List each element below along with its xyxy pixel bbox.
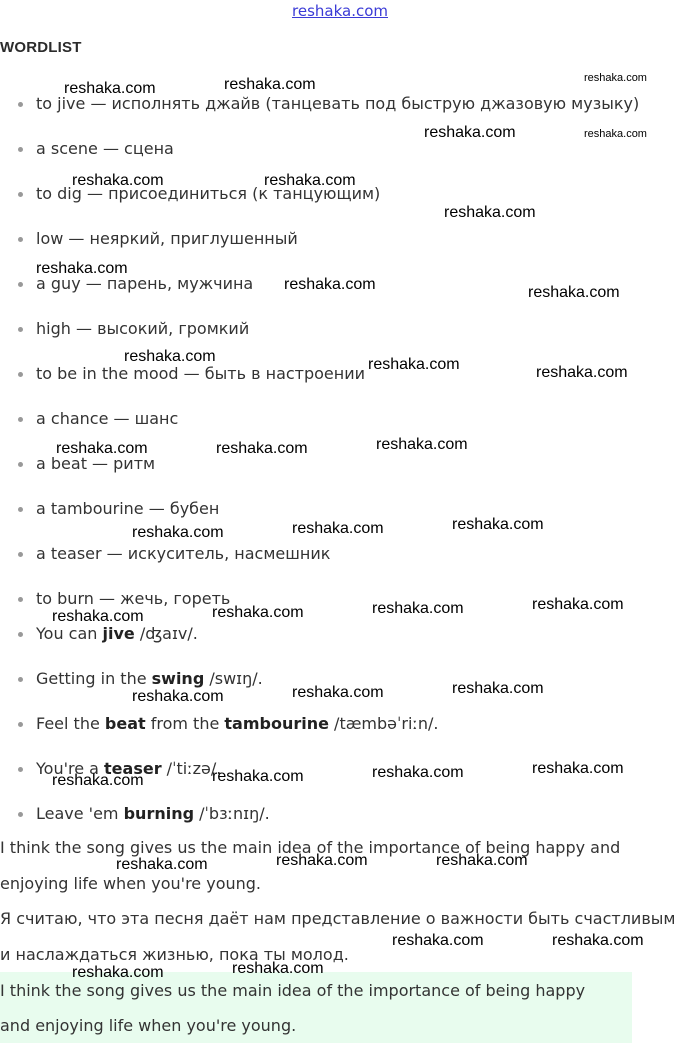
lyric-keyword: teaser (104, 759, 162, 778)
watermark: reshaka.com (424, 124, 516, 141)
vocab-meaning: парень, мужчина (106, 274, 254, 293)
vocab-item (36, 274, 253, 294)
watermark: reshaka.com (584, 72, 647, 84)
vocab-meaning: исполнять джайв (танцевать под быструю джазовую музыку) (111, 94, 640, 113)
lyric-text: You can (36, 624, 103, 643)
lyric-line (36, 714, 438, 734)
vocab-item (36, 544, 330, 564)
watermark: reshaka.com (532, 760, 624, 777)
lyric-line (36, 804, 270, 824)
watermark: reshaka.com (444, 204, 536, 221)
vocab-dash: — (97, 139, 125, 158)
vocab-dash: — (93, 589, 121, 608)
watermark: reshaka.com (52, 772, 144, 789)
vocab-meaning: сцена (124, 139, 174, 158)
lyric-text: Feel the (36, 714, 105, 733)
watermark: reshaka.com (224, 76, 316, 93)
lyric-line (36, 759, 221, 779)
lyric-text: Leave 'em (36, 804, 124, 823)
watermark: reshaka.com (536, 364, 628, 381)
watermark: reshaka.com (132, 688, 224, 705)
vocab-item (36, 94, 639, 114)
lyric-keyword: jive (102, 624, 135, 643)
watermark: reshaka.com (232, 960, 324, 977)
watermark: reshaka.com (372, 600, 464, 617)
vocab-meaning: шанс (134, 409, 179, 428)
vocab-dash: — (178, 364, 205, 383)
watermark: reshaka.com (284, 276, 376, 293)
watermark: reshaka.com (452, 516, 544, 533)
vocab-dash: — (85, 94, 112, 113)
watermark: reshaka.com (56, 440, 148, 457)
lyric-transcription: /tæmbəˈriːn/. (328, 714, 439, 733)
paragraph-en-line-2: enjoying life when you're young. (0, 874, 261, 893)
vocab-term: to dig (36, 184, 82, 203)
vocab-term: a scene (36, 139, 98, 158)
vocab-term: high (36, 319, 71, 338)
vocab-item (36, 364, 365, 384)
vocab-term: a guy (36, 274, 81, 293)
vocab-meaning: неяркий, приглушенный (89, 229, 298, 248)
vocab-dash: — (101, 544, 128, 563)
vocab-dash: — (70, 319, 98, 338)
wordlist-heading: WORDLIST (0, 39, 82, 56)
lyric-transcription: /ʤaɪv/. (134, 624, 198, 643)
watermark: reshaka.com (212, 768, 304, 785)
vocab-item (36, 454, 155, 474)
vocab-dash: — (108, 409, 135, 428)
watermark: reshaka.com (376, 436, 468, 453)
lyric-line (36, 624, 198, 644)
vocab-meaning: бубен (169, 499, 220, 518)
vocab-dash: — (80, 274, 107, 293)
watermark: reshaka.com (452, 680, 544, 697)
lyric-transcription: /swɪŋ/. (204, 669, 263, 688)
watermark: reshaka.com (116, 856, 208, 873)
vocab-term: a tambourine (36, 499, 144, 518)
watermark: reshaka.com (52, 608, 144, 625)
lyric-keyword: swing (151, 669, 205, 688)
lyric-line (36, 669, 263, 689)
lyric-keyword: tambourine (224, 714, 329, 733)
watermark: reshaka.com (372, 764, 464, 781)
lyric-keyword: burning (123, 804, 195, 823)
watermark: reshaka.com (212, 604, 304, 621)
lyric-text: Getting in the (36, 669, 152, 688)
vocab-item (36, 139, 174, 159)
watermark: reshaka.com (276, 852, 368, 869)
vocab-item (36, 319, 249, 339)
watermark: reshaka.com (292, 520, 384, 537)
watermark: reshaka.com (368, 356, 460, 373)
lyric-text: You're a (36, 759, 105, 778)
watermark: reshaka.com (64, 80, 156, 97)
watermark: reshaka.com (584, 128, 647, 140)
lyric-transcription: /ˈtiːzə/. (161, 759, 222, 778)
watermark: reshaka.com (528, 284, 620, 301)
vocab-meaning: высокий, громкий (97, 319, 250, 338)
vocab-dash: — (86, 454, 114, 473)
watermark: reshaka.com (292, 684, 384, 701)
lyric-transcription: /ˈbɜːnɪŋ/. (194, 804, 270, 823)
watermark: reshaka.com (36, 260, 128, 277)
vocab-item (36, 589, 230, 609)
vocab-item (36, 229, 298, 249)
vocab-term: low (36, 229, 64, 248)
vocab-term: a beat (36, 454, 87, 473)
vocab-dash: — (81, 184, 109, 203)
vocab-meaning: быть в настроении (204, 364, 366, 383)
vocab-meaning: искуситель, насмешник (127, 544, 331, 563)
vocab-term: a chance (36, 409, 109, 428)
site-link[interactable]: reshaka.com (292, 2, 388, 20)
lyric-text: from the (145, 714, 225, 733)
paragraph-ru-line-2: и наслаждаться жизнью, пока ты молод. (0, 945, 349, 964)
vocab-item (36, 184, 380, 204)
paragraph-en-line-1: I think the song gives us the main idea of the importance of being happy and (0, 838, 621, 857)
vocab-item (36, 409, 178, 429)
watermark: reshaka.com (436, 852, 528, 869)
paragraph-ru-line-1: Я считаю, что эта песня даёт нам представление о важности быть счастливым (0, 909, 676, 928)
watermark: reshaka.com (72, 964, 164, 981)
vocab-item (36, 499, 219, 519)
watermark: reshaka.com (552, 932, 644, 949)
watermark: reshaka.com (392, 932, 484, 949)
watermark: reshaka.com (72, 172, 164, 189)
vocab-meaning: жечь, гореть (120, 589, 231, 608)
answer-line-2: and enjoying life when you're young. (0, 1016, 297, 1035)
watermark: reshaka.com (532, 596, 624, 613)
lyric-keyword: beat (104, 714, 146, 733)
vocab-dash: — (143, 499, 170, 518)
vocab-term: to be in the mood (36, 364, 179, 383)
vocab-meaning: ритм (113, 454, 156, 473)
watermark: reshaka.com (216, 440, 308, 457)
watermark: reshaka.com (132, 524, 224, 541)
vocab-dash: — (63, 229, 90, 248)
vocab-term: a teaser (36, 544, 102, 563)
watermark: reshaka.com (124, 348, 216, 365)
vocab-term: to jive (36, 94, 86, 113)
watermark: reshaka.com (264, 172, 356, 189)
vocab-meaning: присоединиться (к танцующим) (108, 184, 381, 203)
vocab-term: to burn (36, 589, 94, 608)
answer-line-1: I think the song gives us the main idea of the importance of being happy (0, 981, 586, 1000)
